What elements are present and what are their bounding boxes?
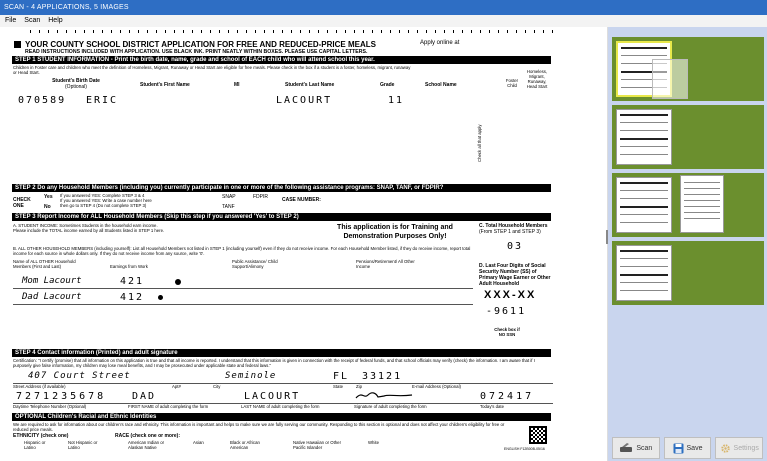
phone: 7271235678 [16, 391, 107, 402]
student-birth-date: 070589 [18, 95, 67, 106]
col-first-name: Student's First Name [140, 82, 190, 88]
optional-header: OPTIONAL Children's Racial and Ethnic Identities [12, 413, 551, 421]
col-birth-date [46, 78, 106, 90]
thumbnail-2-page [616, 109, 672, 165]
lbl-date: Today's date [480, 404, 504, 409]
lbl-phone: Daytime Telephone Number (Optional) [13, 404, 87, 409]
address-line [13, 383, 553, 384]
other-members-note: B. ALL OTHER HOUSEHOLD MEMBERS (including yourself): List all Household Members not listed in STEP 1 (including yourself) even if they do not receive income. For each Household Member listed, if they do receive income, report total income for each source in whole dollars only. If they do not receive income from any source, write '0'. [13, 246, 471, 256]
menu-file[interactable]: File [5, 17, 17, 24]
gear-icon [720, 443, 731, 454]
save-label: Save [686, 444, 703, 452]
yes-instructions: If you answered YES: Complete STEP 3 & 4 [60, 193, 145, 198]
student-income-text-2: Please include the TOTAL income earned by all Students listed in STEP 1 here. [13, 228, 165, 233]
training-notice-1: This application is for Training and [337, 224, 453, 231]
thumbnail-1[interactable] [612, 37, 764, 101]
col-name-other: Name of ALL OTHER Household Members (First and Last) [13, 259, 76, 269]
zip: 33121 [362, 371, 403, 382]
save-button[interactable] [664, 437, 712, 459]
thumbnail-4-page [616, 245, 672, 301]
no-instructions-1: If you answered YES: Write a case number here [60, 198, 152, 203]
city: Seminole [225, 371, 277, 381]
check-all-label: Check all that apply [477, 124, 482, 162]
scan-button[interactable] [612, 437, 660, 459]
window-title: SCAN - 4 APPLICATIONS, 5 IMAGES [0, 0, 767, 15]
step1-note: Children in Foster care and children who meet the definition of Homeless, Migrant, Runaway or Head Start are eligible for free meals. Please check in the box if a student is a foster, homeless, migrant, runaway or Head Start. [13, 65, 411, 75]
footer-code: ENGLISH F12B00B-05/16 [504, 447, 545, 451]
col-last-name: Student's Last Name [285, 82, 335, 88]
lbl-city: City [213, 384, 221, 389]
optional-note: We are required to ask for information about our children's race and ethnicity. This information is important and helps to make sure we are fully serving our community. Responding to this section is optional and does not affect your children's eligibility for free or reduced price meals. [13, 422, 505, 432]
student-last-name: LACOURT [276, 95, 333, 106]
col-school: School Name [425, 82, 457, 88]
thumbnail-strip [612, 29, 764, 301]
todays-date: 072417 [480, 391, 535, 402]
signature [354, 389, 414, 401]
settings-label: Settings [733, 444, 759, 452]
col-birth-date-label: Student's Birth Date [52, 78, 100, 84]
settings-button[interactable] [715, 437, 763, 459]
thumbnail-2[interactable] [612, 105, 764, 169]
document-viewer[interactable] [0, 27, 608, 461]
col-mi: MI [234, 82, 240, 88]
total-household-value: 03 [507, 241, 524, 252]
eth-hispanic: Hispanic or Latino [24, 440, 46, 450]
signer-last: LACOURT [244, 391, 301, 402]
col-earnings: Earnings from Work [110, 264, 148, 269]
street-address: 407 Court Street [28, 371, 131, 381]
thumbnail-4[interactable] [612, 241, 764, 305]
total-household-text: C. Total Household Members [479, 223, 548, 229]
lbl-last: LAST NAME of adult completing the form [241, 404, 320, 409]
ssn-label: D. Last Four Digits of Social Security Number (SS) of Primary Wage Earner or Other Adult Household [479, 263, 551, 287]
step3-header: STEP 3 Report Income for ALL Household Members (Skip this step if you answered 'Yes' to STEP 2) [12, 213, 551, 221]
timing-marks [30, 30, 560, 33]
member-2-frequency-mark [158, 295, 163, 300]
member-2-name: Dad Lacourt [22, 292, 82, 302]
ssn-digits: -9611 [486, 306, 527, 317]
menu-bar [0, 15, 767, 27]
thumbnail-3-page [616, 177, 672, 233]
col-pensions: Pensions/Retirement/ All Other Income [356, 259, 415, 269]
race-american-indian: American Indian or Alaskan Native [128, 440, 165, 450]
menu-help[interactable]: Help [48, 17, 63, 24]
no-instructions-2: then go to STEP 4 (Do not complete STEP 3) [60, 203, 147, 208]
member-2-earnings: 412 [120, 292, 145, 303]
lbl-first: FIRST NAME of adult completing the form [128, 404, 209, 409]
ssn-mask: XXX-XX [484, 289, 537, 301]
training-notice-2: Demonstration Purposes Only! [343, 233, 447, 240]
col-grade: Grade [380, 82, 395, 88]
total-household-label [479, 223, 554, 235]
lbl-signature: Signature of adult completing the form [354, 404, 427, 409]
step1-header: STEP 1 STUDENT INFORMATION - Print the birth date, name, grade and school of EACH child who will attend school this year. [12, 56, 551, 64]
col-public: Public Assistance/ Child Support/Alimony [232, 259, 278, 269]
case-number-label: CASE NUMBER: [282, 197, 321, 203]
race-black: Black or African American [230, 440, 260, 450]
qr-code [529, 426, 547, 444]
thumbnail-panel [608, 27, 767, 461]
certification-text: Certification: "I certify (promise) that all information on this application is true and that all income is reported. I understand that this information is given in connection with the receipt of federal funds, and that school officials may verify (check) the information. I am aware that if I purposely give false information, my children may lose meal benefits, and I may be prosecuted under applicable state and federal laws." [13, 358, 535, 368]
lbl-state: State [333, 384, 344, 389]
lbl-apt: Apt# [172, 384, 181, 389]
col-optional-label: (Optional) [65, 84, 87, 90]
total-household-sub: (From STEP 1 and STEP 3) [479, 229, 541, 235]
member-1-frequency-mark [175, 279, 181, 285]
col-foster: Foster Child [505, 78, 519, 88]
member-row-2-line [13, 304, 473, 305]
lbl-street: Street Address (if available) [13, 384, 66, 389]
menu-scan[interactable]: Scan [24, 17, 41, 24]
race-hawaiian: Native Hawaiian or Other Pacific Islander [293, 440, 342, 450]
lbl-email: E-mail Address (Optional) [412, 384, 461, 389]
action-bar [608, 435, 767, 461]
student-income-text-1: A. STUDENT INCOME: Sometimes Students in the household earn income. [13, 223, 158, 228]
scanner-icon [619, 442, 633, 454]
tanf-label: TANF [222, 204, 235, 210]
snap-label: SNAP [222, 194, 236, 200]
check-one-label: CHECK ONE [13, 197, 31, 209]
member-row-1-line [13, 288, 473, 289]
race-white: White [368, 440, 379, 445]
ethnicity-label: ETHNICITY (check one) [13, 433, 69, 439]
eth-not-hispanic: Not Hispanic or Latino [68, 440, 98, 450]
yes-label: Yes [44, 194, 53, 200]
step4-header: STEP 4 Contact information (Printed) and adult signature [12, 349, 551, 357]
no-label: No [44, 204, 51, 210]
thumbnail-3-page-2 [680, 175, 724, 233]
student-income-label [13, 223, 173, 233]
thumbnail-3[interactable] [612, 173, 764, 237]
member-1-name: Mom Lacourt [22, 276, 82, 286]
form-title-box [14, 41, 21, 48]
student-first-name: ERIC [86, 95, 119, 106]
check-no-ssn: Check box if NO SSN [494, 327, 520, 337]
training-notice [325, 223, 465, 241]
form-subtitle: READ INSTRUCTIONS INCLUDED WITH APPLICATION. USE BLACK INK. PRINT NEATLY WITHIN BOXES. PLEASE USE CAPITAL LETTERS. [25, 49, 368, 55]
race-asian: Asian [193, 440, 204, 445]
col-homeless: Homeless, Migrant, Runaway, Head Start [526, 69, 548, 89]
race-label: RACE (check one or more): [115, 433, 181, 439]
form-title: YOUR COUNTY SCHOOL DISTRICT APPLICATION FOR FREE AND REDUCED-PRICE MEALS [25, 40, 376, 49]
save-icon [673, 443, 684, 454]
signer-first: DAD [132, 391, 157, 402]
lbl-zip: Zip [356, 384, 362, 389]
apply-online: Apply online at [420, 40, 460, 46]
fdpir-label: FDPIR [253, 194, 268, 200]
step2-header: STEP 2 Do any Household Members (including you) currently participate in one or more of the following assistance programs: SNAP, TANF, or FDPIR? [12, 184, 551, 192]
member-1-earnings: 421 [120, 276, 145, 287]
thumbnail-1-overlay [652, 59, 688, 99]
scan-label: Scan [636, 444, 653, 452]
state: FL [333, 371, 350, 382]
student-grade: 11 [388, 95, 405, 106]
